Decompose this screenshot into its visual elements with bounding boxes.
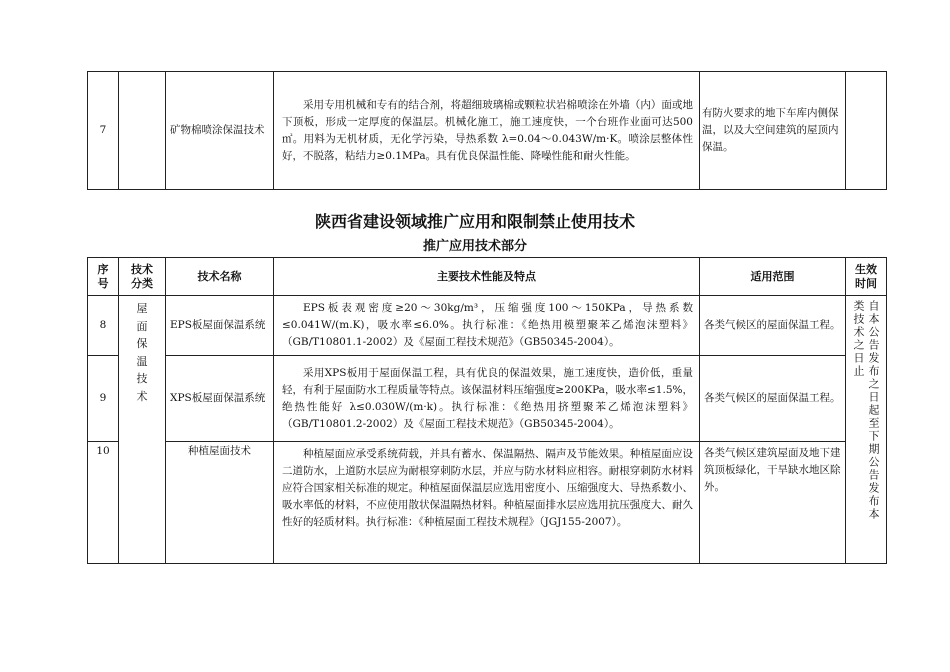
features-text: 采用专用机械和专有的结合剂，将超细玻璃棉或颗粒状岩棉喷涂在外墙（内）面或地下顶板，形成一定厚度的保温层。机械化施工，施工速度快，一个台班作业面可达500㎡。用料为无机材质，无化学污染，导热系数 λ=0.04～0.043W/m·K。喷涂层整体性好，不脱落，粘结力≥0.1MPa。具有优良保温性能、降噪性能和耐火性能。	[282, 98, 693, 162]
tech-name: EPS板屋面保温系统	[166, 296, 274, 356]
effective-cell	[846, 72, 887, 190]
scope-cell: 各类气候区建筑屋面及地下建筑顶板绿化，干旱缺水地区除外。	[700, 442, 846, 564]
row-number: 7	[88, 72, 119, 190]
header-row	[88, 258, 887, 296]
header-scope: 适用范围	[700, 258, 846, 296]
main-table	[87, 257, 887, 564]
tech-name: XPS板屋面保温系统	[166, 356, 274, 442]
category-cell	[119, 296, 166, 564]
effective-cell	[846, 296, 887, 564]
header-category: 技术分类	[119, 258, 166, 296]
table-row	[88, 296, 887, 356]
row-number: 8	[88, 296, 119, 356]
sub-title: 推广应用技术部分	[422, 239, 527, 254]
header-name: 技术名称	[166, 258, 274, 296]
tech-name: 矿物棉喷涂保温技术	[166, 72, 274, 190]
effective-text: 自本公告发布之日起至下期公告发布本类技术之日止	[852, 300, 880, 521]
tech-features: EPS板表观密度≥20～30kg/m³，压缩强度100～150KPa，导热系数≤0.041W/(m.K)，吸水率≤6.0%。执行标准：《绝热用模塑聚苯乙烯泡沫塑料》（GB/T10801.1-2002）及《屋面工程技术规范》（GB50345-2004）。	[274, 296, 700, 356]
scope-cell: 各类气候区的屋面保温工程。	[700, 296, 846, 356]
scope-cell: 有防火要求的地下车库内侧保温，以及大空间建筑的屋顶内保温。	[700, 72, 846, 190]
row-number: 9	[88, 356, 119, 442]
row-number: 10	[88, 442, 119, 564]
scope-cell: 各类气候区的屋面保温工程。	[700, 356, 846, 442]
category-text: 屋面保温技术	[136, 302, 148, 403]
table-row	[88, 72, 887, 190]
main-title: 陕西省建设领域推广应用和限制禁止使用技术	[314, 212, 635, 231]
header-effective: 生效时间	[846, 258, 887, 296]
table-row	[88, 356, 887, 442]
table-row	[88, 442, 887, 564]
header-no: 序号	[88, 258, 119, 296]
tech-features: 采用XPS板用于屋面保温工程，具有优良的保温效果，施工速度快，造价低，重量轻，有利于屋面防水工程质量等特点。该保温材料压缩强度≥200KPa，吸水率≤1.5%，绝热性能好 λ≤0.030W/(m·k)。执行标准：《绝热用挤塑聚苯乙烯泡沫塑料》（GB/T10801.2-2002）及《屋面工程技术规范》（GB50345-2004）。	[274, 356, 700, 442]
tech-features	[274, 72, 700, 190]
header-features: 主要技术性能及特点	[274, 258, 700, 296]
tech-features: 种植屋面应承受系统荷载，并具有蓄水、保温隔热、隔声及节能效果。种植屋面应设二道防水，上道防水层应为耐根穿刺防水层，并应与防水材料应相容。耐根穿刺防水材料应符合国家相关标准的规定。种植屋面保温层应选用密度小、压缩强度大、导热系数小、吸水率低的材料，不应使用散状保温隔热材料。种植屋面排水层应选用抗压强度大、耐久性好的轻质材料。执行标准：《种植屋面工程技术规程》（JGJ155-2007）。	[274, 442, 700, 564]
top-table	[87, 71, 887, 190]
tech-name: 种植屋面技术	[166, 442, 274, 564]
category-cell	[119, 72, 166, 190]
